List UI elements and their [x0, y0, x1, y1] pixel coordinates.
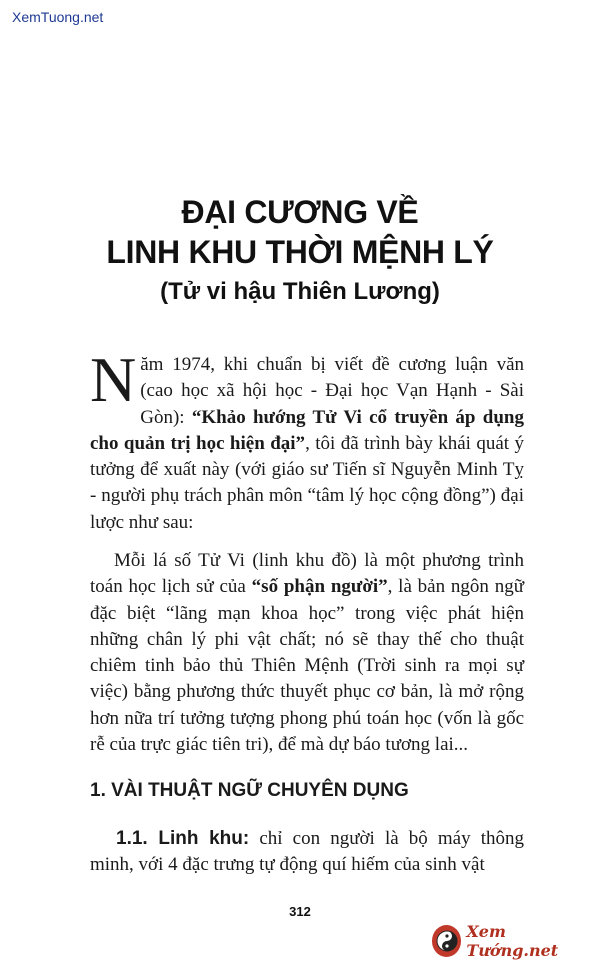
paragraph-second-text-1: Mỗi lá số Tử Vi (linh khu đồ) là một phương trình toán học lịch sử của — [90, 550, 524, 598]
paragraph-second — [90, 548, 524, 758]
paragraph-intro — [90, 344, 525, 536]
paragraph-intro-text-1: ăm 1974, khi chuẩn bị viết đề cương luận văn (cao học xã hội học - Đại học Vạn Hạnh - Sài Gòn): — [140, 354, 524, 428]
chapter-title-line-1: ĐẠI CƯƠNG VỀ — [181, 194, 419, 230]
logo-text: Xem Tướng.net — [466, 922, 559, 960]
paragraph-intro-text-2: , tôi đã trình bày khái quát ý tưởng để xuất này (với giáo sư Tiến sĩ Nguyễn Minh Tỵ - người phụ trách phân môn “tâm lý học cộng đồng”) đại lược như sau: — [90, 432, 525, 533]
section-heading: 1. VÀI THUẬT NGỮ CHUYÊN DỤNG — [90, 780, 409, 801]
chapter-title-line-2: LINH KHU THỜI MỆNH LÝ — [106, 234, 494, 270]
page-number: 312 — [289, 904, 311, 919]
drop-cap: N — [90, 344, 137, 415]
chapter-title-block — [0, 192, 600, 308]
paragraph-second-bold: “số phận người” — [251, 576, 388, 598]
site-logo — [432, 922, 592, 960]
watermark-text: XemTuong.net — [12, 9, 104, 25]
term-label: 1.1. Linh khu: — [116, 828, 250, 849]
paragraph-intro-bold: “Khảo hướng Tử Vi cổ truyền áp dụng cho quản trị học hiện đại” — [90, 406, 524, 454]
yin-yang-icon — [432, 925, 461, 957]
chapter-subtitle: (Tử vi hậu Thiên Lương) — [160, 278, 440, 305]
paragraph-third — [90, 826, 524, 879]
paragraph-second-text-2: , là bản ngôn ngữ đặc biệt “lãng mạn khoa học” trong việc phát hiện những chân lý phi vật chất; nó sẽ thay thế cho thuật chiêm tinh bảo thủ Thiên Mệnh (Trời sinh ra mọi sự việc) bằng phương thức thuyết phục cơ bản, là mở rộng hơn nữa trí tưởng tượng phong phú toán học (vốn là gốc rễ của trực giác tiên tri), để mà dự báo tương lai... — [90, 576, 524, 756]
paragraph-third-text: chỉ con người là bộ máy thông minh, với 4 đặc trưng tự động quí hiếm của sinh vật — [90, 828, 525, 876]
